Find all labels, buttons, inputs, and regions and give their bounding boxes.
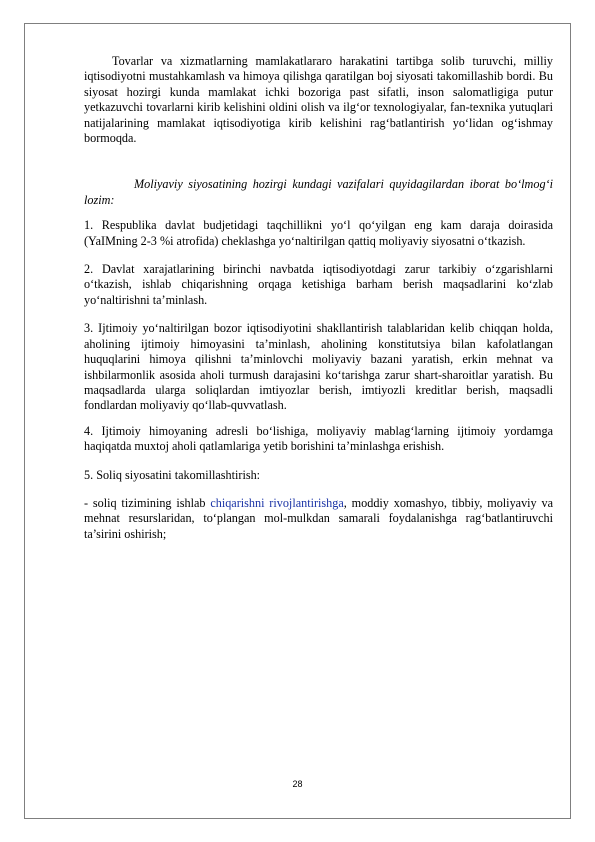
list-item-3: 3. Ijtimoiy yo‘naltirilgan bozor iqtisodiyotini shakllantirish talablaridan kelib chiqqan holda, aholining ijtimoiy himoyasini ta’minlash, aholining konstitutsiya bilan kafolatlangan huquqlarini himoya qilishni ta’minlovchi moliyaviy bazani yaratish, erkin mehnat va ishbilarmonlik asosida aholi turmush darajasini ko‘tarishga zarur shart-sharoitlar yaratish. Bu maqsadlarda ularga soliqlardan imtiyozlar berish, imtiyozli kreditlar berish, maqsadli fondlardan moliyaviy qo‘llab-quvvatlash. xyxy=(84,321,553,413)
list-item-4: 4. Ijtimoiy himoyaning adresli bo‘lishiga, moliyaviy mablag‘larning ijtimoiy yordamga haqiqatda muxtoj aholi qatlamlariga yetib borishini ta’minlashga erishish. xyxy=(84,423,553,454)
list-item-5: 5. Soliq siyosatini takomillashtirish: xyxy=(84,467,261,482)
intro-paragraph: Tovarlar va xizmatlarning mamlakatlararo harakatini tartibga solib turuvchi, milliy iqtisodiyotni mustahkamlash va himoya qilishga qaratilgan boj siyosati takomillashib bordi. Bu siyosat hozirgi kunda mamlakat ichki bozoriga past sifatli, inson salomatligiga putur yetkazuvchi tovarlarni kirib kelishini oldini olish va ilg‘or texnologiyalar, fan-texnika yutuqlari natijalarining mamlakat iqtisodiyotiga kirib kelishini rag‘batlantirish yo‘lidan og‘ishmay bormoqda. xyxy=(84,54,553,146)
inline-link[interactable]: chiqarishni rivojlantirishga xyxy=(210,495,344,510)
page-number: 28 xyxy=(292,779,303,789)
bullet-text-after: , moddiy xomashyo, tibbiy, moliyaviy va mehnat resurslaridan, to‘plangan mol-mulkdan samarali foydalanishga rag‘batlantiruvchi ta’sirini oshirish; xyxy=(84,495,553,541)
document-body xyxy=(84,54,553,542)
list-item-1: 1. Respublika davlat budjetidagi taqchillikni yo‘l qo‘yilgan eng kam daraja doirasida (YaIMning 2-3 %i atrofida) cheklashga yo‘naltirilgan qattiq moliyaviy siyosatni o‘tkazish. xyxy=(84,218,553,248)
list-item-2: 2. Davlat xarajatlarining birinchi navbatda iqtisodiyotdagi zarur tarkibiy o‘zgarishlarni o‘tkazish, ishlab chiqarishning orqaga ketishiga barham berish maqsadlarini ko‘zlab yo‘naltirishni ta’minlash. xyxy=(84,262,553,307)
bullet-text-before: - soliq tizimining ishlab xyxy=(84,495,211,510)
bullet-item xyxy=(84,496,553,542)
section-subtitle: Moliyaviy siyosatining hozirgi kundagi vazifalari quyidagilardan iborat bo‘lmog‘i lozim: xyxy=(84,177,553,207)
